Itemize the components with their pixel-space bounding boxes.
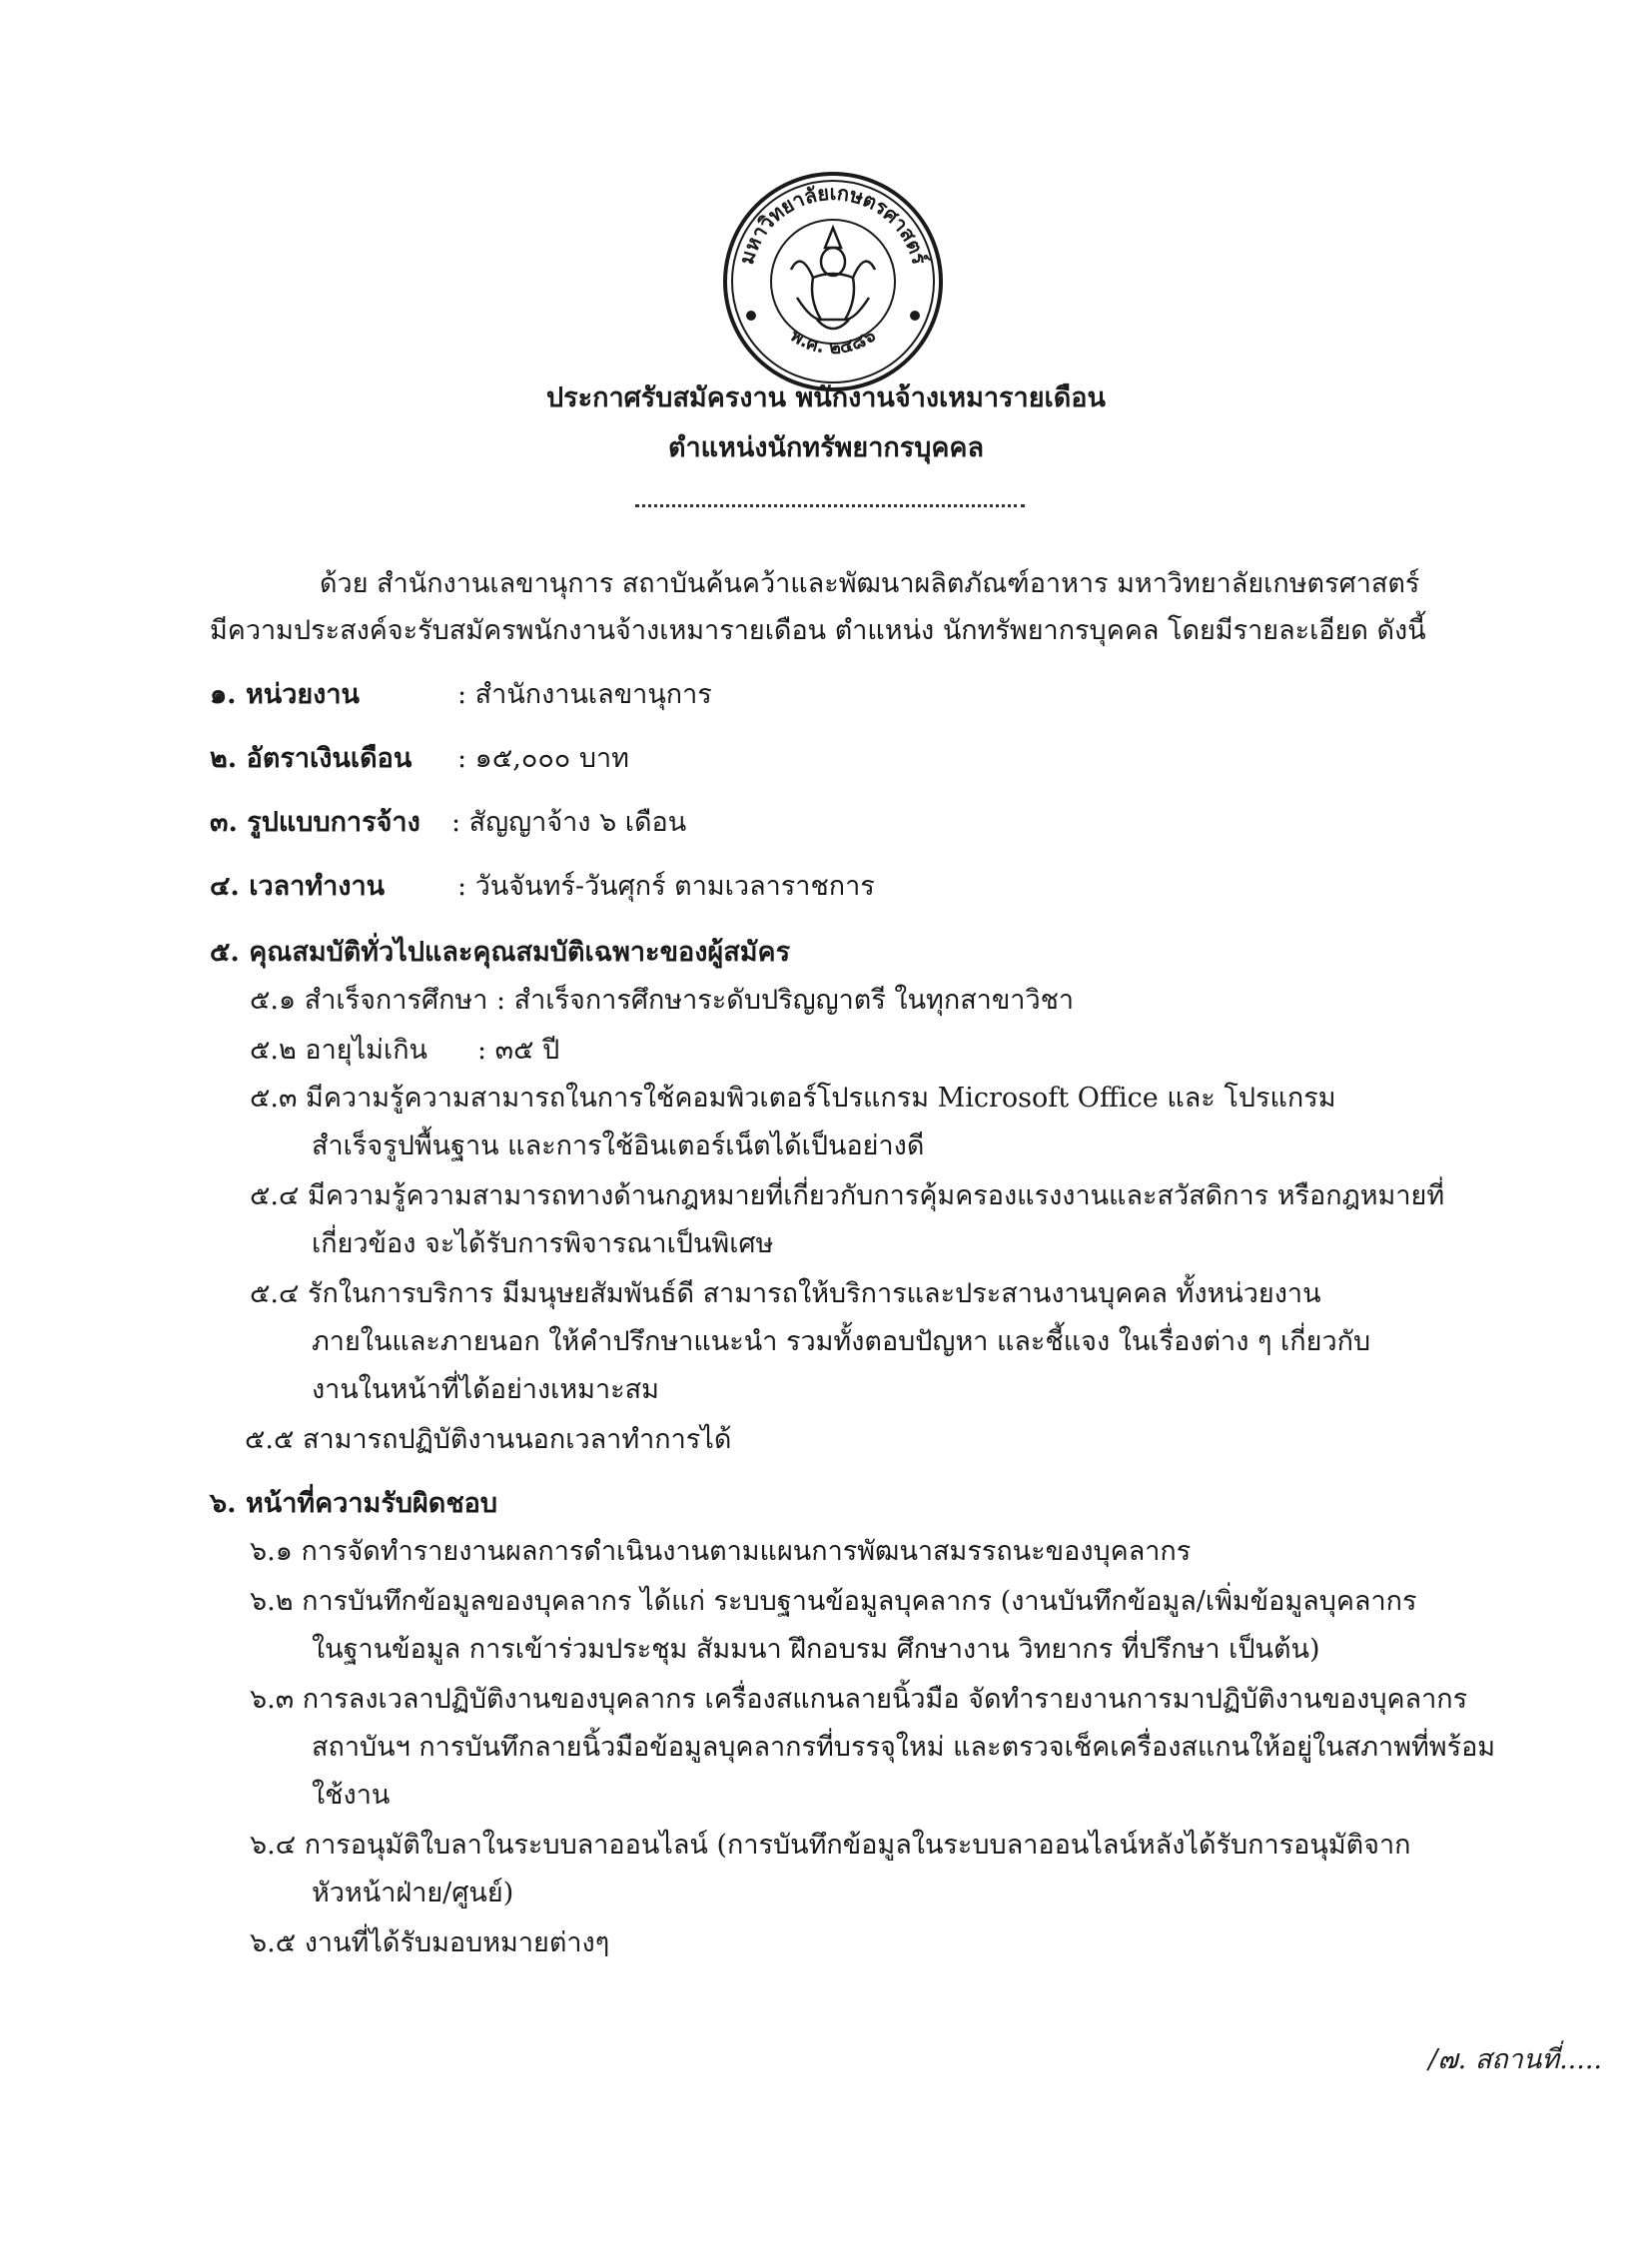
item-3-value: : สัญญาจ้าง ๖ เดือน — [451, 807, 687, 838]
qualification-5-4-line-2: เกี่ยวข้อง จะได้รับการพิจารณาเป็นพิเศษ — [312, 1228, 774, 1259]
page-continuation-note: /๗. สถานที่..... — [1428, 2044, 1602, 2075]
item-2-label: ๒. อัตราเงินเดือน — [210, 743, 413, 774]
item-4-label: ๔. เวลาทำงาน — [210, 871, 386, 902]
qualification-5-1: ๕.๑ สำเร็จการศึกษา : สำเร็จการศึกษาระดับปริญญาตรี ในทุกสาขาวิชา — [250, 985, 1075, 1016]
qualification-5-4-line-1: ๕.๔ มีความรู้ความสามารถทางด้านกฎหมายที่เกี่ยวกับการคุ้มครองแรงงานและสวัสดิการ หรือกฎหมายที่ — [250, 1180, 1445, 1211]
position-title: ตำแหน่งนักทรัพยากรบุคคล — [667, 432, 985, 463]
qualification-5-3-line-2: สำเร็จรูปพื้นฐาน และการใช้อินเตอร์เน็ตได้เป็นอย่างดี — [312, 1131, 925, 1161]
intro-line-2: มีความประสงค์จะรับสมัครพนักงานจ้างเหมารายเดือน ตำแหน่ง นักทรัพยากรบุคคล โดยมีรายละเอียด ดังนี้ — [210, 615, 1426, 646]
announcement-title: ประกาศรับสมัครงาน พนักงานจ้างเหมารายเดือน — [546, 382, 1106, 413]
duties-heading: ๖. หน้าที่ความรับผิดชอบ — [210, 1488, 498, 1519]
item-1-label: ๑. หน่วยงาน — [210, 679, 360, 710]
duty-6-2-line-2: ในฐานข้อมูล การเข้าร่วมประชุม สัมมนา ฝึกอบรม ศึกษางาน วิทยากร ที่ปรึกษา เป็นต้น) — [312, 1634, 1320, 1665]
svg-text:พ.ศ. ๒๔๘๖ — [786, 326, 879, 360]
duty-6-2-line-1: ๖.๒ การบันทึกข้อมูลของบุคลากร ได้แก่ ระบบฐานข้อมูลบุคลากร (งานบันทึกข้อมูล/เพิ่มข้อมูลบุคลากร — [250, 1586, 1417, 1617]
qualifications-heading: ๕. คุณสมบัติทั่วไปและคุณสมบัติเฉพาะของผู้สมัคร — [210, 937, 791, 968]
duty-6-3-line-1: ๖.๓ การลงเวลาปฏิบัติงานของบุคลากร เครื่องสแกนลายนิ้วมือ จัดทำรายงานการมาปฏิบัติงานของบุคลากร — [250, 1684, 1468, 1715]
university-seal-logo — [721, 170, 945, 393]
item-1-value: : สำนักงานเลขานุการ — [457, 679, 712, 710]
svg-text:มหาวิทยาลัยเกษตรศาสตร์ — [734, 181, 932, 267]
seal-arc-text: มหาวิทยาลัยเกษตรศาสตร์ — [734, 180, 932, 268]
qualification-5-4b-line-1: ๕.๔ รักในการบริการ มีมนุษยสัมพันธ์ดี สามารถให้บริการและประสานงานบุคคล ทั้งหน่วยงาน — [250, 1278, 1321, 1309]
qualification-5-5: ๕.๕ สามารถปฏิบัติงานนอกเวลาทำการได้ — [245, 1424, 732, 1455]
item-2-value: : ๑๕,๐๐๐ บาท — [457, 743, 629, 774]
qualification-5-2-value: : ๓๕ ปี — [477, 1035, 560, 1066]
duty-6-3-line-2: สถาบันฯ การบันทึกลายนิ้วมือข้อมูลบุคลากรที่บรรจุใหม่ และตรวจเช็คเครื่องสแกนให้อยู่ในสภาพที่พร้อม — [312, 1732, 1496, 1763]
intro-line-1: ด้วย สำนักงานเลขานุการ สถาบันค้นคว้าและพัฒนาผลิตภัณฑ์อาหาร มหาวิทยาลัยเกษตรศาสตร์ — [320, 568, 1420, 599]
duty-6-4-line-1: ๖.๔ การอนุมัติใบลาในระบบลาออนไลน์ (การบันทึกข้อมูลในระบบลาออนไลน์หลังได้รับการอนุมัติจาก — [250, 1830, 1411, 1861]
qualification-5-3-line-1: ๕.๓ มีความรู้ความสามารถในการใช้คอมพิวเตอร์โปรแกรม Microsoft Office และ โปรแกรม — [250, 1083, 1336, 1114]
duty-6-3-line-3: ใช้งาน — [312, 1780, 391, 1811]
qualification-5-4b-line-3: งานในหน้าที่ได้อย่างเหมาะสม — [312, 1374, 659, 1405]
qualification-5-2-label: ๕.๒ อายุไม่เกิน — [250, 1035, 428, 1066]
dotted-divider — [635, 504, 1025, 507]
duty-6-4-line-2: หัวหน้าฝ่าย/ศูนย์) — [312, 1878, 514, 1908]
item-4-value: : วันจันทร์-วันศุกร์ ตามเวลาราชการ — [457, 871, 875, 902]
duty-6-1: ๖.๑ การจัดทำรายงานผลการดำเนินงานตามแผนการพัฒนาสมรรถนะของบุคลากร — [250, 1536, 1192, 1567]
duty-6-5: ๖.๕ งานที่ได้รับมอบหมายต่างๆ — [250, 1927, 610, 1958]
item-3-label: ๓. รูปแบบการจ้าง — [210, 807, 420, 838]
qualification-5-4b-line-2: ภายในและภายนอก ให้คำปรึกษาแนะนำ รวมทั้งตอบปัญหา และชี้แจง ในเรื่องต่าง ๆ เกี่ยวกับ — [312, 1326, 1371, 1357]
seal-year-text: พ.ศ. ๒๔๘๖ — [786, 325, 880, 360]
